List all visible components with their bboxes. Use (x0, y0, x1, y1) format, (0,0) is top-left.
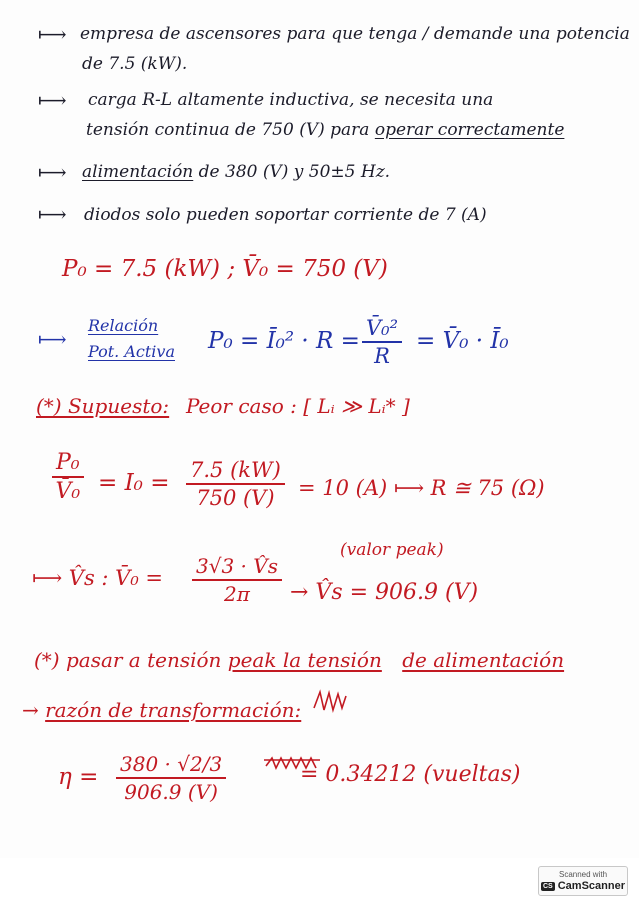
equation-current-rhs: = 10 (A) ⟼ R ≅ 75 (Ω) (298, 476, 545, 500)
equation-current-mid: = I₀ = (98, 470, 170, 496)
note-line-5 (34, 648, 564, 672)
note-line-6-arrow: → (22, 698, 46, 722)
eta-fraction (116, 752, 226, 804)
peak-value-label: (valor peak) (340, 540, 444, 560)
camscanner-logo-icon: CS (543, 882, 553, 890)
note-line-6 (22, 698, 301, 722)
assumption-text: Peor caso : [ Lᵢ ≫ Lᵢ* ] (186, 394, 410, 418)
fraction-numerator: P₀ (52, 450, 84, 478)
fraction-numerator: V̄₀² (362, 316, 402, 343)
fraction-numerator: 7.5 (kW) (186, 458, 285, 485)
camscanner-badge (538, 866, 628, 896)
fraction-numerator: 3√3 · V̂s (192, 554, 282, 581)
equation-power-lhs: P₀ = Ī₀² · R = (208, 328, 360, 354)
note-line-2b-text: tensión continua de 750 (V) para (86, 120, 375, 140)
note-line-2a: carga R-L altamente inductiva, se necesita una (88, 90, 494, 110)
bullet-arrow: ⟼ (38, 327, 67, 351)
fraction-denominator: V̄₀ (55, 479, 81, 504)
assumption-label: (*) Supuesto: (36, 394, 170, 418)
note-line-1a: empresa de ascensores para que tenga / demande una potencia (80, 24, 630, 44)
eta-result: = 0.34212 (vueltas) (300, 762, 521, 787)
badge-line-2: CamScanner (557, 880, 625, 892)
note-line-6-underlined: razón de transformación: (45, 698, 302, 722)
scribble-mark (312, 688, 348, 714)
note-line-5-text: (*) pasar a tensión (34, 648, 228, 672)
badge-line-1: Scanned with (558, 870, 608, 879)
fraction-denominator: R (374, 344, 390, 368)
fraction-denominator: 750 (V) (196, 486, 275, 510)
note-line-5-underlined-2: de alimentación (402, 648, 565, 672)
note-line-3-underlined: alimentación (82, 162, 194, 182)
note-line-2b-underlined: operar correctamente (374, 120, 565, 140)
bullet-arrow: ⟼ (38, 22, 67, 46)
fraction-denominator: 906.9 (V) (124, 780, 218, 804)
bullet-arrow: ⟼ (38, 88, 67, 112)
badge-line-2-wrap (539, 880, 627, 892)
bullet-arrow: ⟼ (38, 202, 67, 226)
equation-current-fraction-left (52, 450, 84, 504)
relation-label: Relación (88, 316, 159, 335)
equation-power-rhs: = V̄₀ · Ī₀ (416, 328, 509, 354)
equation-peak-rhs: → V̂s = 906.9 (V) (290, 580, 479, 605)
note-line-5-underlined-1: peak la tensión (227, 648, 382, 672)
note-line-3-text: de 380 (V) y 50±5 Hz. (193, 162, 391, 182)
active-power-label: Pot. Activa (88, 342, 175, 361)
note-line-2b (86, 120, 564, 140)
equation-peak-lhs: ⟼ V̂s : V̄₀ = (32, 566, 164, 590)
equation-power-fraction (362, 316, 402, 368)
equation-peak-fraction (192, 554, 282, 606)
bullet-arrow: ⟼ (38, 160, 67, 184)
note-line-1b: de 7.5 (kW). (82, 54, 188, 74)
fraction-denominator: 2π (224, 582, 250, 606)
equation-given-values: P₀ = 7.5 (kW) ; V̄₀ = 750 (V) (62, 256, 388, 282)
note-line-4: diodos solo pueden soportar corriente de 7 (A) (84, 205, 487, 225)
note-line-3 (82, 162, 390, 182)
eta-lhs: η = (58, 764, 99, 790)
equation-current-fraction-right (186, 458, 285, 510)
fraction-numerator: 380 · √2/3 (116, 752, 226, 779)
